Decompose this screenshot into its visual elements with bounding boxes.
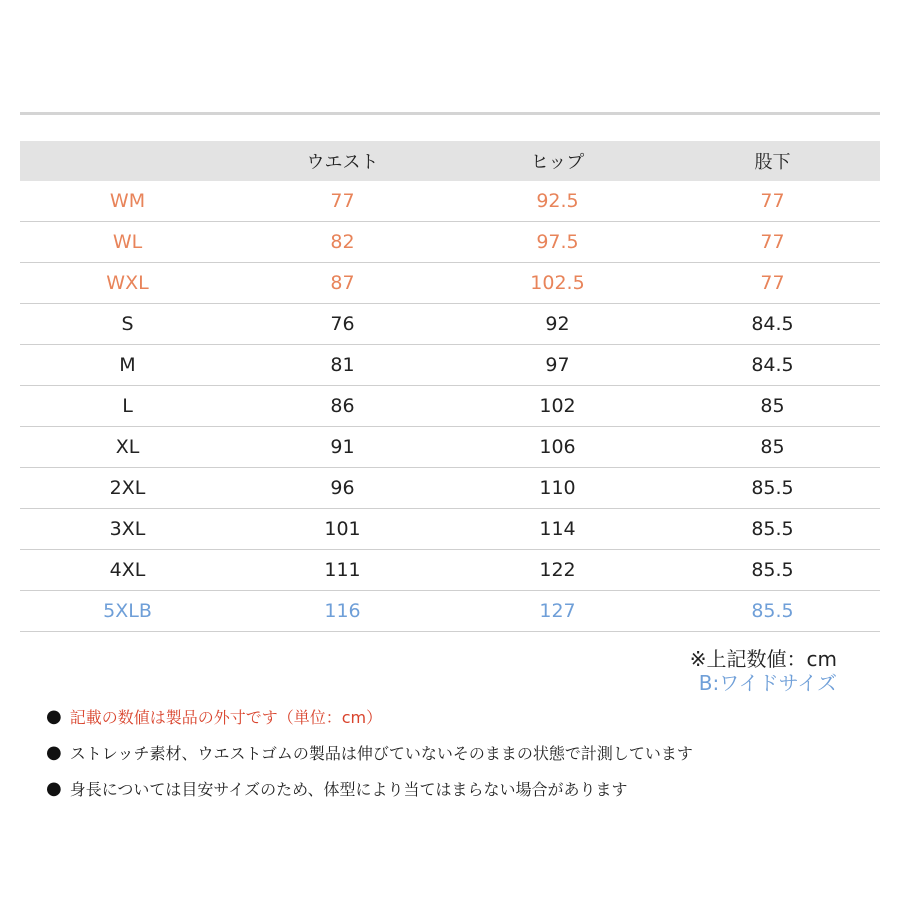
- cell-inseam: 85: [760, 395, 785, 417]
- cell-waist: 86: [330, 395, 355, 417]
- cell-hip: 110: [539, 477, 576, 499]
- cell-size: M: [119, 354, 136, 376]
- cell-hip: 92: [545, 313, 570, 335]
- cell-hip: 122: [539, 559, 576, 581]
- note-text: 身長については目安サイズのため、体型により当てはまらない場合があります: [69, 779, 628, 799]
- table-row: [20, 591, 880, 632]
- cell-waist: 76: [330, 313, 355, 335]
- cell-waist: 91: [330, 436, 355, 458]
- cell-waist: 111: [324, 559, 361, 581]
- cell-hip: 102: [539, 395, 576, 417]
- cell-size: WXL: [106, 272, 149, 294]
- cell-inseam: 77: [760, 231, 785, 253]
- table-row: [20, 263, 880, 304]
- cell-waist: 77: [330, 190, 355, 212]
- cell-size: WM: [109, 190, 146, 212]
- cell-waist: 116: [324, 600, 361, 622]
- table-row: [20, 509, 880, 550]
- cell-size: WL: [112, 231, 143, 253]
- cell-hip: 127: [539, 600, 576, 622]
- table-row: [20, 386, 880, 427]
- cell-size: XL: [115, 436, 140, 458]
- cell-inseam: 84.5: [751, 313, 794, 335]
- header-size: [20, 141, 235, 181]
- cell-size: S: [121, 313, 134, 335]
- note-item: [46, 776, 693, 800]
- cell-size: 2XL: [109, 477, 146, 499]
- cell-inseam: 85.5: [751, 518, 794, 540]
- unit-note-line: ※上記数値：cm: [689, 647, 837, 671]
- cell-hip: 92.5: [536, 190, 579, 212]
- header-inseam: 股下: [665, 141, 880, 181]
- cell-hip: 106: [539, 436, 576, 458]
- cell-inseam: 77: [760, 272, 785, 294]
- note-text: ストレッチ素材、ウエストゴムの製品は伸びていないそのままの状態で計測しています: [69, 743, 693, 763]
- table-row: [20, 304, 880, 345]
- cell-inseam: 85.5: [751, 600, 794, 622]
- unit-note: [690, 647, 837, 695]
- cell-inseam: 85.5: [751, 477, 794, 499]
- table-header-row: [20, 141, 880, 181]
- cell-size: 3XL: [109, 518, 146, 540]
- cell-inseam: 85.5: [751, 559, 794, 581]
- bullet-icon: ●: [46, 705, 62, 727]
- table-row: [20, 427, 880, 468]
- notes-list: [46, 704, 693, 812]
- cell-size: 5XLB: [103, 600, 152, 622]
- note-item: [46, 704, 693, 728]
- table-row: [20, 345, 880, 386]
- bullet-icon: ●: [46, 741, 62, 763]
- cell-hip: 102.5: [530, 272, 585, 294]
- cell-waist: 96: [330, 477, 355, 499]
- cell-waist: 81: [330, 354, 355, 376]
- table-row: [20, 550, 880, 591]
- table-row: [20, 468, 880, 509]
- note-item: [46, 740, 693, 764]
- cell-hip: 97: [545, 354, 570, 376]
- top-divider: [20, 112, 880, 115]
- note-text: 記載の数値は製品の外寸です（単位：cm）: [69, 707, 383, 727]
- cell-waist: 101: [324, 518, 361, 540]
- header-hip: ヒップ: [450, 141, 665, 181]
- bullet-icon: ●: [46, 777, 62, 799]
- cell-waist: 82: [330, 231, 355, 253]
- cell-waist: 87: [330, 272, 355, 294]
- header-waist: ウエスト: [235, 141, 450, 181]
- cell-hip: 97.5: [536, 231, 579, 253]
- table-row: [20, 181, 880, 222]
- table-row: [20, 222, 880, 263]
- wide-size-note: B:ワイドサイズ: [698, 671, 837, 695]
- cell-size: L: [122, 395, 133, 417]
- cell-inseam: 77: [760, 190, 785, 212]
- size-table: [20, 141, 880, 632]
- cell-inseam: 84.5: [751, 354, 794, 376]
- cell-inseam: 85: [760, 436, 785, 458]
- cell-size: 4XL: [109, 559, 146, 581]
- cell-hip: 114: [539, 518, 576, 540]
